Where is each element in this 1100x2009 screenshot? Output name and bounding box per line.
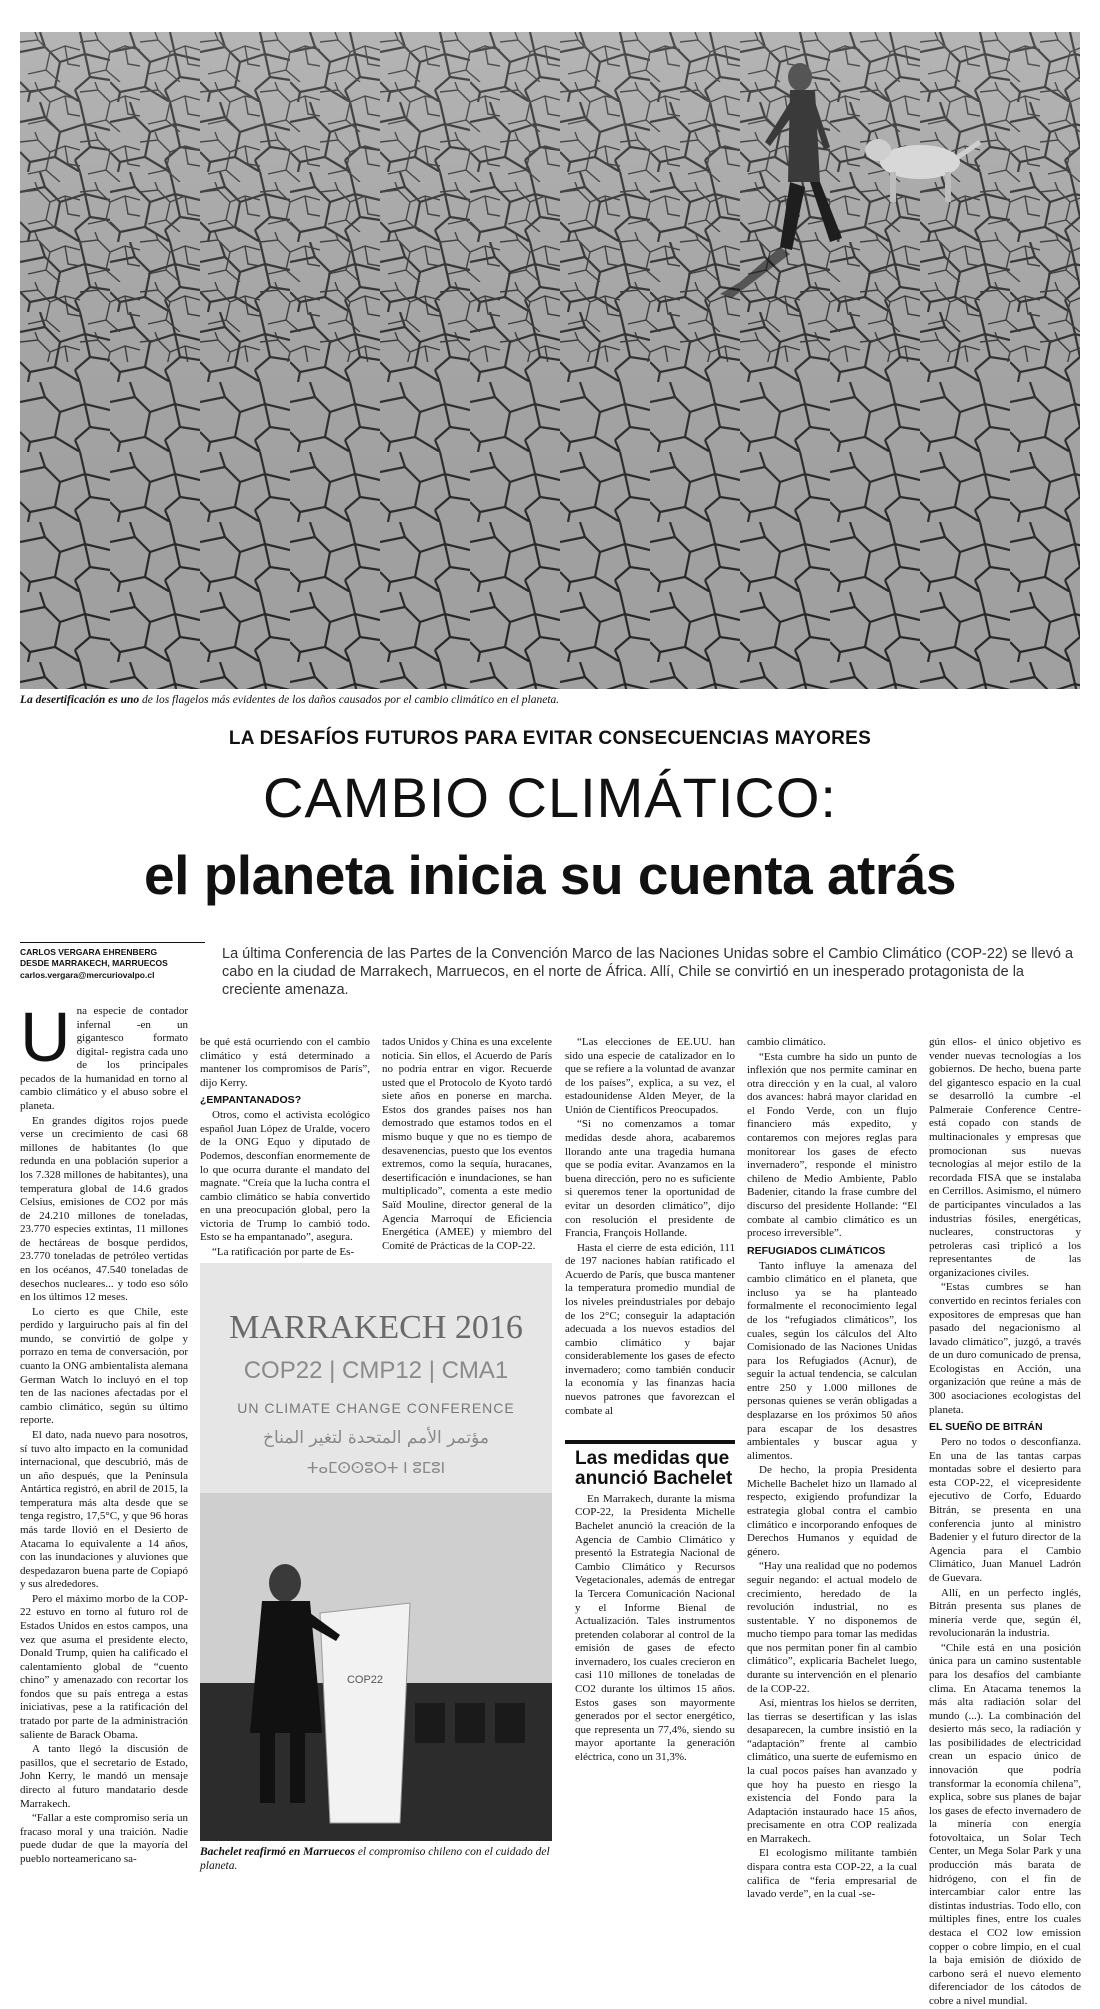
bachelet-photo [200,1263,552,1841]
paragraph: A tanto llegó la discusión de pasillos, que el secretario de Estado, John Kerry, le mandó un mensaje directo al futuro mandatario desde Marrakech. [20,1743,188,1810]
paragraph: “Esta cumbre ha sido un punto de inflexión que nos permite caminar en otra dirección y en la cual, al valoro dos avances: habrá mayor claridad en el Fondo Verde, con un flujo financiero más expedito, y contaremos con mejores reglas para monitorear los gases de efecto invernadero”, responde el ministro chileno de Medio Ambiente, Pablo Badenier, citando la frase cumbre del discurso del presidente Hollande: “El combate al cambio climático es un proceso irreversible”. [747,1050,917,1240]
sidebar-box [565,1440,735,1765]
article-column-4 [565,1036,735,1419]
bachelet-photo-caption [200,1845,552,1874]
subhead-empantanados: ¿EMPANTANADOS? [200,1094,302,1107]
paragraph: El ecologismo militante también dispara contra esta COP-22, a la cual califica de “feria empresarial de lavado verde”, en la cual -se- [747,1847,917,1901]
paragraph: Otros, como el activista ecológico español Juan López de Uralde, vocero de la ONG Equo y diputado de Podemos, desconfían enormemente de lo que ocurra durante el mandato del magnate. “Creía que la lucha contra el cambio climático se había convertido en una preocupación global, pero la victoria de Trump lo cambió todo. Esto se ha empantanado”, asegura. [200,1109,370,1244]
dropcap: U [20,998,71,1076]
sidebar-title: Las medidas que anunció Bachelet [575,1448,733,1489]
paragraph: Así, mientras los hielos se derriten, las tierras se desertifican y las islas desaparecen, la cumbre insistió en la “adaptación” frente al cambio climático, una suerte de eufemismo en la cual pocos países han avanzado y que hoy ha puesto en riesgo la existencia del Fondo para la Adaptación instaurado hace 15 años, precisamente en otra COP realizada en Marrakech. [747,1697,917,1845]
caption-text: de los flagelos más evidentes de los daños causados por el cambio climático en el planeta. [139,694,560,706]
paragraph: Lo cierto es que Chile, este perdido y larguirucho país al fin del mundo, se convirtió de golpe y porrazo en tema de conversación, por cuanto la ONG ambientalista alemana German Watch lo incluyó en el top ten de las naciones afectadas por el cambio climático, según su último reporte. [20,1305,188,1427]
main-photo-cracked-earth [20,32,1080,689]
article-column-2 [200,1036,370,1261]
banner-conference: UN CLIMATE CHANGE CONFERENCE [237,1400,515,1416]
paragraph: na especie de contador infernal -en un gigantesco formato digital- registra cada uno de los principales pecados de la humanidad en torno al cambio climático y el abuso sobre el planeta. [20,1005,188,1113]
caption-bold: La desertificación es uno [20,694,140,706]
article-column-6 [929,1036,1081,2009]
article-column-5 [747,1036,917,1903]
caption-bold: Bachelet reafirmó en Marruecos [200,1846,355,1858]
paragraph: cambio climático. [747,1036,826,1048]
banner-sub: COP22 | CMP12 | CMA1 [243,1357,509,1384]
subhead-refugiados: REFUGIADOS CLIMÁTICOS [747,1244,886,1257]
paragraph: De hecho, la propia Presidenta Michelle Bachelet hizo un llamado al respecto, exigiendo profundizar la estrategia global contra el cambio climático e incorporando enfoques de Derechos Humanos y equidad de género. [747,1464,917,1558]
article-column-3 [382,1036,552,1254]
headline-line1: CAMBIO CLIMÁTICO: [263,766,837,829]
kicker: LA DESAFÍOS FUTUROS PARA EVITAR CONSECUENCIAS MAYORES [228,728,872,749]
banner-tifinagh: ⵜⴰⵎⵙⵙⵓⵔⵜ ⵏ ⵓⵎⵓⵏ [306,1459,446,1477]
paragraph: “Chile está en una posición única para un camino sustentable para los desafíos del cambiante clima. En Atacama tenemos la más alta radiación solar del mundo (...). La combinación del desierto más seco, la radiación y las posibilidades de electricidad crean un espacio único de innovación que podría transformar la economía chilena”, explica, sobre sus planes de bajar los gases de efecto invernadero de la minería con energía fotovoltaica, un Solar Tech Center, un Mega Solar Park y una producción más barata de hidrógeno, con el fin de intercambiar calor entre las distintas industrias. Todo ello, con múltiples fines, entre los cuales destaca el CO2 low emission copper o cobre limpio, en el cual la baja emisión de dióxido de carbono será el nuevo elemento diferenciador de los cátodos de cobre a nivel mundial. [929,1641,1081,2007]
paragraph: El dato, nada nuevo para nosotros, sí tuvo alto impacto en la comunidad internacional, que descubrió, más de un año después, que la Península Antártica registró, en abril de 2015, la temperatura más alta desde que se tenga registro, 17,5°C, y que 96 horas más tarde llovió en el Desierto de Atacama lo equivalente a 14 años, con las inundaciones y aluviones que despedazaron buena parte de Copiapó y sus alrededores. [20,1428,188,1591]
subhead-bitran: EL SUEÑO DE BITRÁN [929,1421,1043,1434]
cracked-earth-illustration [20,32,1080,689]
paragraph: “La ratificación por parte de Es- [212,1246,355,1259]
paragraph: Allí, en un perfecto inglés, Bitrán presenta sus planes de minería verde que, según él, revolucionarán la industria. [929,1586,1081,1640]
paragraph: Pero no todos o desconfianza. En una de las tantas carpas montadas sobre el desierto para esta COP-22, el vicepresidente ejecutivo de Corfo, Eduardo Bitrán, se presenta en una conferencia junto al ministro Badenier y el futuro director de la Agencia para el Cambio Climático, Juan Manuel Ladrón de Guevara. [929,1436,1081,1584]
paragraph: “Hay una realidad que no podemos seguir negando: el actual modelo de crecimiento, heredado de la revolución industrial, no es sustentable. Y no disponemos de mucho tiempo para tomar las medidas que nos permitan poner fin al cambio climático”, explicaría Bachelet luego, durante su intervención en el plenario de la COP-22. [747,1560,917,1695]
conference-illustration [200,1263,552,1841]
paragraph: gún ellos- el único objetivo es vender nuevas tecnologías a los gobiernos. De hecho, buena parte del gigantesco espacio en la cual se desarrolló la cumbre -el Palmeraie Conference Centre- está copado con stands de multinacionales y empresas que promocionan sus nuevas tecnologías al mejor estilo de la recordada FISA que se instalaba en Cerrillos. Asimismo, el número de participantes vinculados a las industrias fósiles, energéticas, nucleares, constructoras y petroleras casi triplicó a los representantes de las organizaciones civiles. [929,1036,1081,1279]
paragraph: “Las elecciones de EE.UU. han sido una especie de catalizador en lo que se refiere a la voluntad de avanzar de los países”, explica, a su vez, el estadounidense Alden Meyer, de la Unión de Científicos Preocupados. [565,1036,735,1116]
chairs-icon [415,1703,525,1743]
paragraph: En Marrakech, durante la misma COP-22, la Presidenta Michelle Bachelet anunció la creación de la Agencia de Cambio Climático y presentó la Estrategia Nacional de Cambio Climático y Recursos Vegetacionales, además de entregar la Tercera Comunicación Nacional y el Informe Bienal de Actualización. Tales instrumentos pretenden colaborar al control de la emisión de gases de efecto invernadero, los cuales crecieron en casi 110 millones de toneladas de CO2 durante los últimos 15 años. Estos gases son mayormente generados por el sector energético, que representa un 77,4%, siendo su mayor aportante la generación eléctrica, cono un 31,3%. [575,1492,735,1763]
paragraph: Pero el máximo morbo de la COP-22 estuvo en torno al futuro rol de Estados Unidos en estos campos, una vez que asuma el presidente electo, Donald Trump, quien ha calificado el calentamiento global de “cuento chino” y amenazado con recortar los fondos que su país entrega a estas iniciativas, pese a la ratificación del tratado por parte de la administración saliente de Barack Obama. [20,1592,188,1741]
paragraph: Tanto influye la amenaza del cambio climático en el planeta, que incluso ya se ha planteado formalmente el reconocimiento legal de los “refugiados climáticos”, los cuales, según los cálculos del Alto Comisionado de las Naciones Unidas para los Refugiados (Acnur), de seguir la actual tendencia, se calculan entre 250 y 1.000 millones de personas quienes se verán obligadas a desplazarse en los próximos 50 años para escapar de los desastres ambientales y buscar agua y alimentos. [747,1259,917,1462]
byline [20,942,205,981]
banner-title: MARRAKECH 2016 [229,1309,523,1346]
paragraph: be qué está ocurriendo con el cambio climático y está determinado a mantener los compromisos de París”, dijo Kerry. [200,1036,370,1089]
sidebar-body [575,1493,735,1765]
paragraph: “Fallar a este compromiso sería un fracaso moral y una traición. Nadie puede dudar de que la mayoría del pueblo norteamericano sa- [20,1812,188,1865]
article-column-1 [20,998,188,1867]
byline-email: carlos.vergara@mercuriovalpo.cl [20,969,155,980]
first-paragraph [20,998,188,1114]
banner-arabic: مؤتمر الأمم المتحدة لتغير المناخ [263,1428,489,1448]
headline-line2: el planeta inicia su cuenta atrás [144,844,956,906]
caption-text: el compromiso chileno con el cuidado del planeta. [200,1846,550,1873]
paragraph: “Estas cumbres se han convertido en recintos feriales con expositores de empresas que han pasado del negacionismo al lavado climático”, juzgó, a través de un duro comunicado de prensa, Ecologistas en Acción, una organización que reúne a más de 300 asociaciones ecologistas del planeta. [929,1281,1081,1416]
paragraph: En grandes dígitos rojos puede verse un crecimiento de casi 68 millones de habitantes (lo que redunda en una población superior a los 7.328 millones de habitantes), una temperatura global de 14.6 grados Celsius, emisiones de CO2 por más de 24.210 millones de toneladas, 23.770 especies extintas, 11 millones de hectáreas de bosque perdidos, 23.770 toneladas de petróleo vertidas en los océanos, 47.540 toneladas de desechos nucleares... y todo eso sólo en los últimos 12 meses. [20,1114,188,1304]
main-photo-caption [20,693,1080,708]
byline-location: DESDE MARRAKECH, MARRUECOS [20,958,168,969]
podium-text: COP22 [346,1674,384,1686]
lead-paragraph: La última Conferencia de las Partes de la Convención Marco de las Naciones Unidas sobre el Cambio Climático (COP-22) se llevó a cabo en la ciudad de Marrakech, Marruecos, en el norte de África. Allí, Chile se convirtió en un inesperado protagonista de la creciente amenaza. [222,946,1074,999]
paragraph: “Si no comenzamos a tomar medidas desde ahora, acabaremos llorando ante una tragedia humana que se podía evitar. Avanzamos en la buena dirección, pero no es suficiente si queremos tener la oportunidad de evitar un desorden climático”, dijo con resolución el presidente de Francia, François Hollande. [565,1118,735,1240]
paragraph: tados Unidos y China es una excelente noticia. Sin ellos, el Acuerdo de París no podría entrar en vigor. Recuerde usted que el Protocolo de Kyoto tardó siete años en ponerse en marcha. Estos dos grandes países nos han demostrado que estamos todos en el mismo buque y que no es tiempo de desavenencias, puesto que los eventos extremos, como la sequía, huracanes, desertificación e inundaciones, se han multiplicado”, comenta a este medio Saïd Mouline, director general de la Agencia Marroquí de Eficiencia Energética (AMEE) y miembro del Comité de Prácticas de la COP-22. [382,1036,552,1252]
byline-author: CARLOS VERGARA EHRENBERG [20,947,158,957]
paragraph: Hasta el cierre de esta edición, 111 de 197 naciones habían ratificado el Acuerdo de París, que busca mantener la temperatura promedio mundial de los niveles preindustriales por debajo de los 2°C; conseguir la adaptación adecuada a los nuevos estadios del cambio climático y bajar considerablemente los gases de efecto invernadero; como también conducir la economía y las finanzas hacia nuevos patrones que favorezcan el combate al [565,1241,735,1417]
